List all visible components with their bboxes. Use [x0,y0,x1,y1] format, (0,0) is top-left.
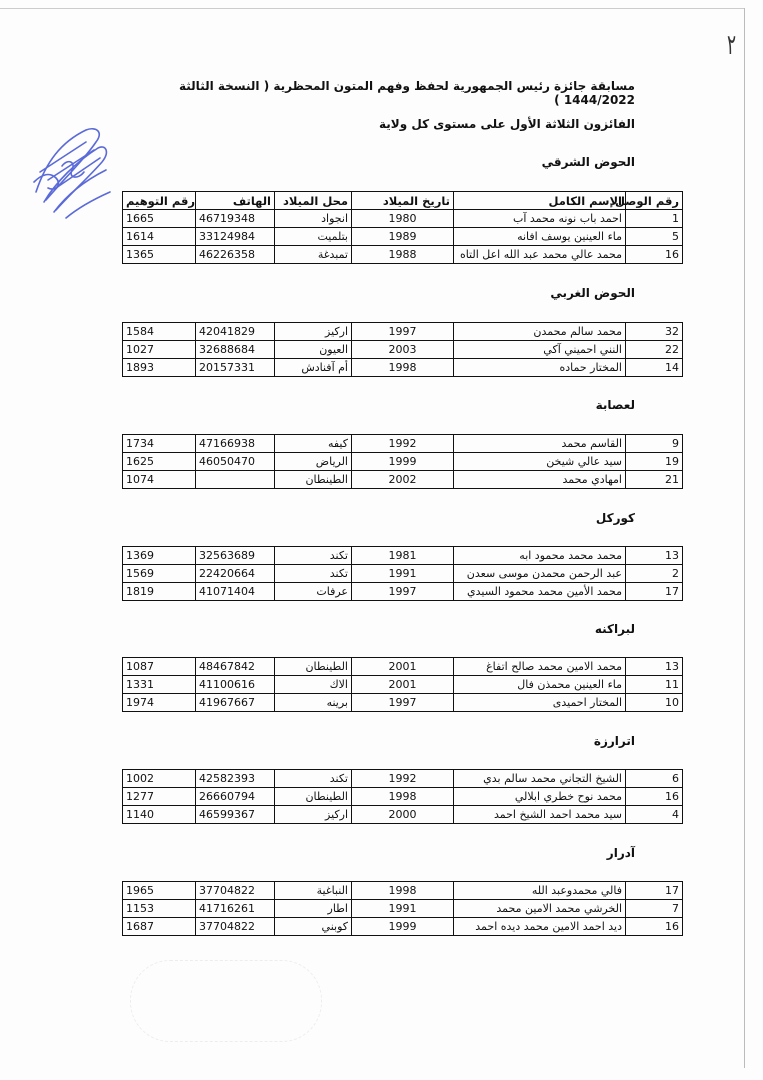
cell-name: الخرشي محمد الامين محمد [454,900,626,918]
cell-phone: 20157331 [196,359,275,377]
cell-birth-place: أم آفنادش [275,359,352,377]
cell-phone: 33124984 [196,228,275,246]
col-full-name: الإسم الكامل [454,192,626,210]
cell-receipt: 21 [626,471,683,489]
cell-award: 1687 [123,918,196,936]
col-birth-place: محل الميلاد [275,192,352,210]
cell-phone: 37704822 [196,918,275,936]
cell-birth-year: 2001 [352,658,454,676]
document-title: مسابقة جائزة رئيس الجمهورية لحفظ وفهم المتون المحظرية ( النسخة الثالثة 1444/2022 ) [179,79,635,107]
table-header-row [123,192,683,210]
table-row [123,676,683,694]
cell-receipt: 32 [626,323,683,341]
region-title: آدرار [606,846,635,860]
table-row [123,770,683,788]
cell-birth-year: 2001 [352,676,454,694]
cell-birth-place: اطار [275,900,352,918]
cell-phone: 46719348 [196,210,275,228]
cell-receipt: 17 [626,583,683,601]
table-row [123,453,683,471]
cell-receipt: 13 [626,658,683,676]
table-row [123,435,683,453]
cell-name: النني احميني آكي [454,341,626,359]
cell-name: محمد سالم محمدن [454,323,626,341]
cell-award: 1153 [123,900,196,918]
table-row [123,323,683,341]
cell-award: 1974 [123,694,196,712]
cell-birth-place: النباغية [275,882,352,900]
cell-birth-year: 1999 [352,918,454,936]
cell-name: ديد احمد الامين محمد ديده احمد [454,918,626,936]
cell-name: سيد محمد احمد الشيخ احمد [454,806,626,824]
cell-birth-year: 1997 [352,583,454,601]
cell-birth-place: كيفه [275,435,352,453]
region-title: اترارزة [593,734,635,748]
table-row [123,565,683,583]
cell-birth-year: 1997 [352,694,454,712]
cell-award: 1369 [123,547,196,565]
cell-birth-place: بتلميت [275,228,352,246]
cell-birth-place: الطينطان [275,471,352,489]
cell-phone: 32688684 [196,341,275,359]
cell-name: احمد باب نونه محمد آب [454,210,626,228]
table-row [123,806,683,824]
cell-birth-place: انجواد [275,210,352,228]
region-title: الحوض الغربي [550,286,635,300]
cell-birth-year: 1981 [352,547,454,565]
cell-birth-place: الرياض [275,453,352,471]
table-row [123,359,683,377]
cell-name: المختار حماده [454,359,626,377]
cell-award: 1584 [123,323,196,341]
cell-receipt: 14 [626,359,683,377]
cell-phone: 42041829 [196,323,275,341]
cell-phone: 26660794 [196,788,275,806]
cell-birth-place: برينه [275,694,352,712]
col-phone: الهاتف [196,192,275,210]
cell-birth-year: 1998 [352,359,454,377]
cell-receipt: 10 [626,694,683,712]
cell-award: 1965 [123,882,196,900]
cell-birth-year: 1988 [352,246,454,264]
col-receipt-number: رقم الوصل [626,192,683,210]
region-title: لعصابة [595,398,635,412]
cell-birth-place: العيون [275,341,352,359]
cell-receipt: 2 [626,565,683,583]
cell-receipt: 5 [626,228,683,246]
cell-receipt: 6 [626,770,683,788]
cell-award: 1087 [123,658,196,676]
cell-receipt: 11 [626,676,683,694]
cell-phone: 48467842 [196,658,275,676]
cell-birth-place: الطينطان [275,788,352,806]
cell-phone: 47166938 [196,435,275,453]
cell-name: عبد الرحمن محمدن موسى سعدن [454,565,626,583]
cell-name: ماء العينين محمذن فال [454,676,626,694]
cell-birth-place: الطينطان [275,658,352,676]
cell-award: 1625 [123,453,196,471]
table-row [123,341,683,359]
cell-receipt: 22 [626,341,683,359]
region-title: كوركل [595,511,635,525]
table-row [123,228,683,246]
cell-name: محمد محمد محمود ابه [454,547,626,565]
cell-birth-year: 1980 [352,210,454,228]
winners-table [122,769,683,824]
cell-award: 1140 [123,806,196,824]
cell-receipt: 4 [626,806,683,824]
cell-birth-place: اركيز [275,806,352,824]
cell-award: 1027 [123,341,196,359]
winners-table [122,546,683,601]
cell-birth-year: 1989 [352,228,454,246]
cell-birth-year: 1992 [352,770,454,788]
cell-phone: 41716261 [196,900,275,918]
page-top-edge [0,8,745,9]
col-birth-year: تاريخ الميلاد [352,192,454,210]
cell-birth-year: 1991 [352,900,454,918]
cell-name: محمد الامين محمد صالح اتفاغ [454,658,626,676]
cell-birth-place: الاك [275,676,352,694]
cell-award: 1277 [123,788,196,806]
table-row [123,882,683,900]
table-row [123,900,683,918]
cell-name: المختار احميدى [454,694,626,712]
cell-receipt: 9 [626,435,683,453]
cell-birth-year: 1991 [352,565,454,583]
cell-birth-year: 2002 [352,471,454,489]
cell-birth-year: 1998 [352,882,454,900]
winners-table [122,191,683,264]
cell-award: 1002 [123,770,196,788]
cell-receipt: 7 [626,900,683,918]
cell-name: امهادي محمد [454,471,626,489]
cell-birth-place: تكند [275,770,352,788]
cell-award: 1074 [123,471,196,489]
cell-receipt: 16 [626,918,683,936]
cell-phone: 46599367 [196,806,275,824]
cell-birth-place: اركيز [275,323,352,341]
cell-birth-place: تكند [275,547,352,565]
cell-phone: 41100616 [196,676,275,694]
cell-phone: 46226358 [196,246,275,264]
cell-birth-year: 1998 [352,788,454,806]
cell-award: 1819 [123,583,196,601]
table-row [123,210,683,228]
cell-phone: 46050470 [196,453,275,471]
table-row [123,694,683,712]
cell-name: الشيخ التجاني محمد سالم بدي [454,770,626,788]
cell-receipt: 16 [626,788,683,806]
cell-birth-year: 1997 [352,323,454,341]
cell-birth-place: كوبني [275,918,352,936]
cell-receipt: 1 [626,210,683,228]
winners-table [122,657,683,712]
cell-award: 1734 [123,435,196,453]
cell-phone: 22420664 [196,565,275,583]
cell-name: فالي محمدوعبد الله [454,882,626,900]
cell-award: 1365 [123,246,196,264]
table-row [123,788,683,806]
region-title: الحوض الشرقي [541,155,635,169]
cell-award: 1893 [123,359,196,377]
cell-award: 1331 [123,676,196,694]
cell-name: محمد عالي محمد عبد الله اعل التاه [454,246,626,264]
document-subtitle: الفائزون الثلاثة الأول على مستوى كل ولاية [379,117,635,131]
table-row [123,246,683,264]
cell-receipt: 16 [626,246,683,264]
cell-name: ماء العينين يوسف افانه [454,228,626,246]
cell-name: سيد عالي شيخن [454,453,626,471]
table-row [123,658,683,676]
handwritten-signature [26,122,116,222]
cell-name: محمد نوح خطري ابلالي [454,788,626,806]
cell-phone: 41967667 [196,694,275,712]
faint-stamp [130,960,322,1042]
cell-receipt: 17 [626,882,683,900]
cell-phone: 37704822 [196,882,275,900]
cell-award: 1614 [123,228,196,246]
cell-name: القاسم محمد [454,435,626,453]
cell-phone: 41071404 [196,583,275,601]
col-award-number: رقم التوهيم [123,192,196,210]
table-row [123,547,683,565]
cell-receipt: 19 [626,453,683,471]
cell-phone: 42582393 [196,770,275,788]
page-number-mark: ٢ [726,28,736,61]
winners-table [122,434,683,489]
winners-table [122,881,683,936]
region-title: لبراكنه [594,622,635,636]
table-row [123,583,683,601]
cell-phone: 32563689 [196,547,275,565]
cell-birth-place: عرفات [275,583,352,601]
table-row [123,471,683,489]
cell-birth-year: 2003 [352,341,454,359]
cell-birth-place: تمبدغة [275,246,352,264]
cell-award: 1665 [123,210,196,228]
cell-birth-year: 2000 [352,806,454,824]
cell-birth-year: 1999 [352,453,454,471]
cell-birth-year: 1992 [352,435,454,453]
cell-phone [196,471,275,489]
table-row [123,918,683,936]
page-right-edge [744,8,745,1068]
winners-table [122,322,683,377]
cell-name: محمد الأمين محمد محمود السيدي [454,583,626,601]
cell-receipt: 13 [626,547,683,565]
cell-birth-place: تكند [275,565,352,583]
cell-award: 1569 [123,565,196,583]
